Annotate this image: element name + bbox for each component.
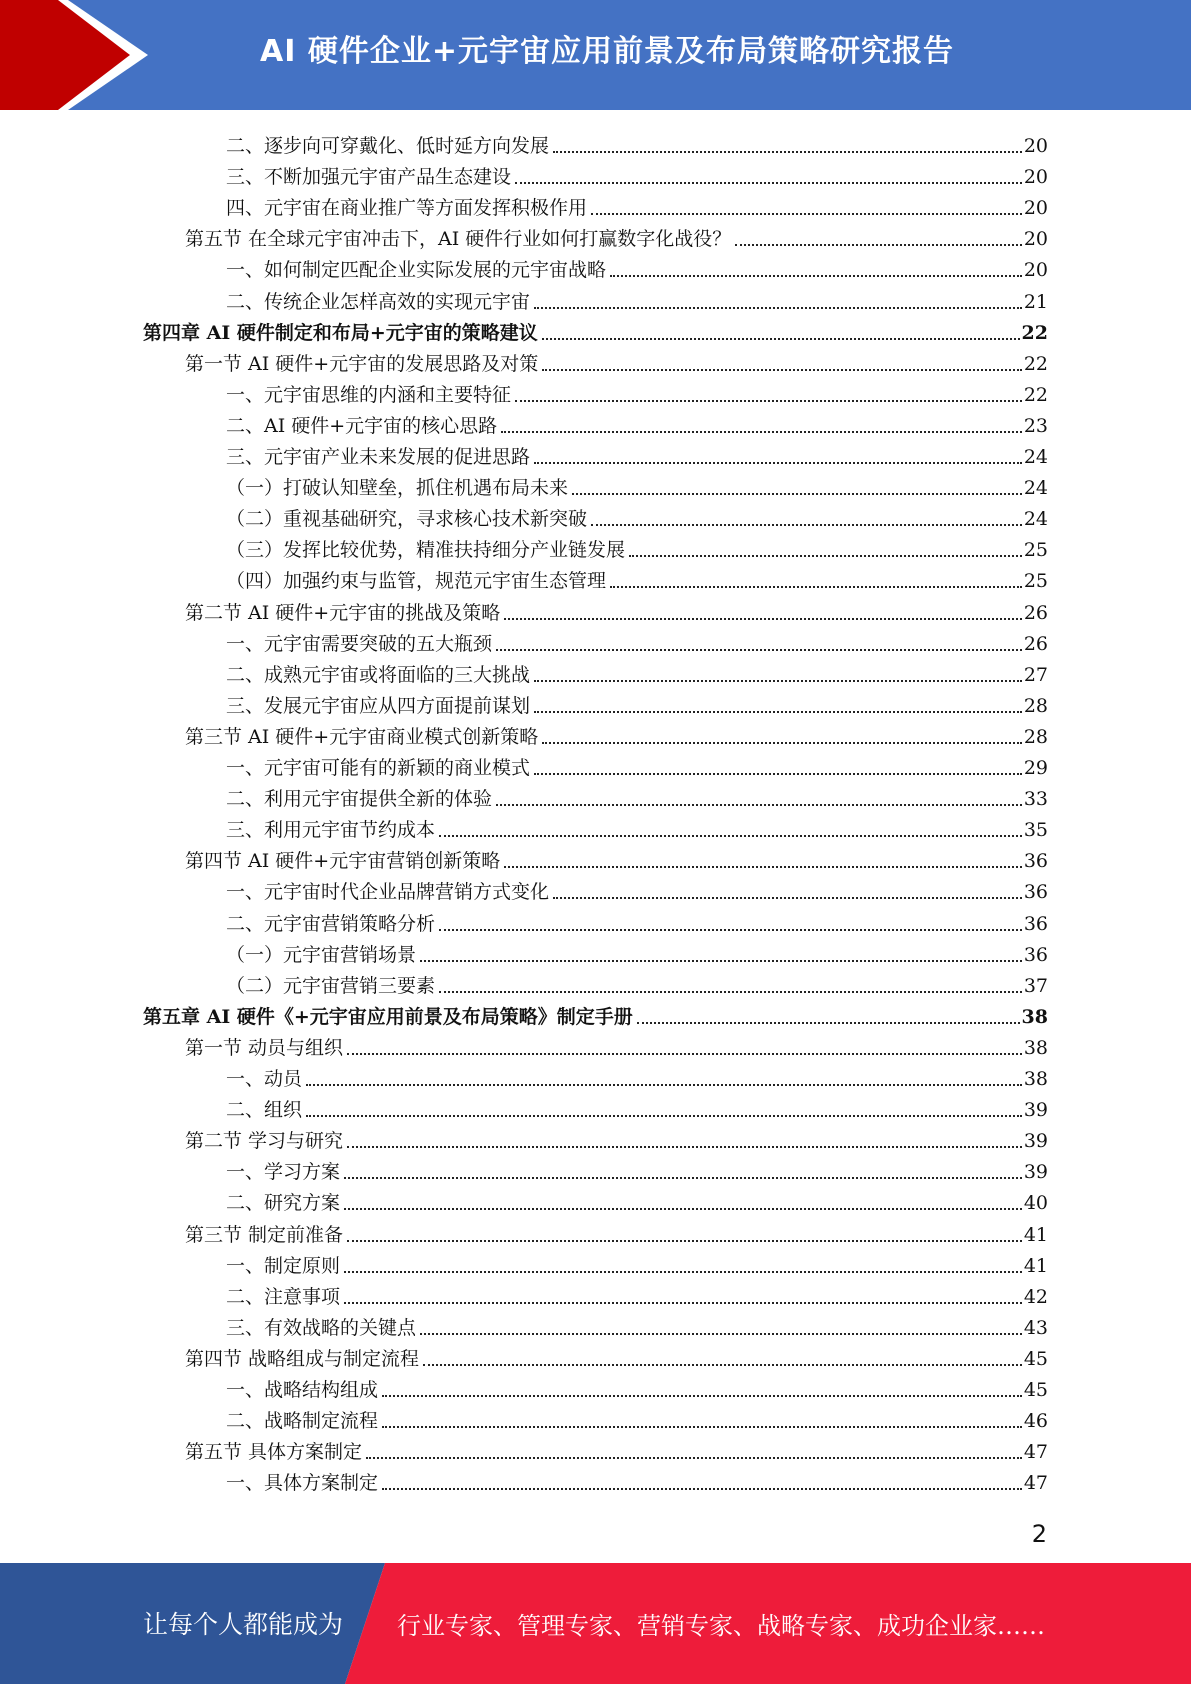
toc-entry-page: 25 xyxy=(1023,570,1048,593)
toc-entry[interactable] xyxy=(185,842,1048,873)
toc-entry-page: 20 xyxy=(1023,197,1048,220)
toc-entry-page: 20 xyxy=(1023,135,1048,157)
toc-entry-title: 一、元宇宙需要突破的五大瓶颈 xyxy=(226,632,493,655)
toc-entry[interactable] xyxy=(226,283,1048,314)
toc-leader-dots xyxy=(306,1115,1022,1117)
toc-entry[interactable] xyxy=(226,656,1048,687)
toc-leader-dots xyxy=(382,1488,1022,1490)
toc-entry-page: 25 xyxy=(1023,539,1048,562)
toc-entry-page: 27 xyxy=(1023,663,1048,686)
toc-entry-page: 35 xyxy=(1023,819,1048,842)
toc-entry-page: 41 xyxy=(1023,1254,1048,1277)
toc-entry-title: 四、元宇宙在商业推广等方面发挥积极作用 xyxy=(226,197,588,220)
toc-entry[interactable] xyxy=(226,1060,1048,1091)
toc-leader-dots xyxy=(423,1364,1022,1366)
toc-entry-page: 38 xyxy=(1021,1005,1048,1028)
toc-leader-dots xyxy=(504,618,1022,620)
toc-leader-dots xyxy=(637,1022,1020,1024)
toc-entry-title: 第三节 制定前准备 xyxy=(185,1223,344,1246)
toc-entry-title: （三）发挥比较优势，精准扶持细分产业链发展 xyxy=(226,539,626,562)
toc-entry-title: 第四章 AI 硬件制定和布局+元宇宙的策略建议 xyxy=(143,321,538,344)
toc-leader-dots xyxy=(534,307,1022,309)
toc-entry-title: 第二节 AI 硬件+元宇宙的挑战及策略 xyxy=(185,601,501,624)
toc-leader-dots xyxy=(382,1426,1022,1428)
toc-entry-page: 42 xyxy=(1023,1285,1048,1308)
toc-entry[interactable] xyxy=(226,1464,1048,1495)
toc-entry[interactable] xyxy=(226,500,1048,531)
toc-entry[interactable] xyxy=(226,749,1048,780)
toc-entry[interactable] xyxy=(226,127,1048,158)
toc-entry-title: 一、学习方案 xyxy=(226,1161,341,1184)
toc-leader-dots xyxy=(553,151,1022,153)
toc-entry-page: 26 xyxy=(1023,601,1048,624)
toc-leader-dots xyxy=(439,835,1022,837)
toc-entry-title: 第一节 AI 硬件+元宇宙的发展思路及对策 xyxy=(185,352,539,375)
toc-entry-page: 36 xyxy=(1023,881,1048,904)
toc-entry-title: 二、成熟元宇宙或将面临的三大挑战 xyxy=(226,663,531,686)
toc-entry[interactable] xyxy=(226,1402,1048,1433)
footer-slogan-right: 行业专家、管理专家、营销专家、战略专家、成功企业家…… xyxy=(397,1612,1045,1640)
toc-entry[interactable] xyxy=(226,562,1048,593)
toc-entry-title: 三、利用元宇宙节约成本 xyxy=(226,819,436,842)
toc-leader-dots xyxy=(553,897,1022,899)
toc-entry[interactable] xyxy=(143,314,1048,345)
toc-entry-title: 一、制定原则 xyxy=(226,1254,341,1277)
toc-entry[interactable] xyxy=(226,407,1048,438)
toc-entry[interactable] xyxy=(226,780,1048,811)
toc-leader-dots xyxy=(347,1146,1022,1148)
toc-leader-dots xyxy=(496,649,1022,651)
document-title: AI 硬件企业+元宇宙应用前景及布局策略研究报告 xyxy=(260,34,954,69)
toc-entry-page: 24 xyxy=(1023,446,1048,468)
toc-leader-dots xyxy=(496,804,1022,806)
toc-entry[interactable] xyxy=(185,1433,1048,1464)
toc-entry-page: 36 xyxy=(1023,912,1048,935)
toc-entry[interactable] xyxy=(226,158,1048,189)
toc-entry-title: （一）打破认知壁垒，抓住机遇布局未来 xyxy=(226,477,569,500)
toc-entry-title: 三、不断加强元宇宙产品生态建设 xyxy=(226,166,512,189)
toc-entry[interactable] xyxy=(185,1216,1048,1247)
toc-leader-dots xyxy=(610,275,1022,277)
toc-entry[interactable] xyxy=(226,1309,1048,1340)
toc-entry-title: 一、元宇宙可能有的新颖的商业模式 xyxy=(226,757,531,779)
toc-leader-dots xyxy=(347,1240,1022,1242)
toc-leader-dots xyxy=(344,1302,1022,1304)
toc-entry-title: 第四节 AI 硬件+元宇宙营销创新策略 xyxy=(185,850,501,873)
toc-entry[interactable] xyxy=(185,1029,1048,1060)
toc-leader-dots xyxy=(534,462,1022,464)
toc-entry[interactable] xyxy=(226,1247,1048,1278)
toc-leader-dots xyxy=(542,369,1022,371)
toc-entry-title: 第五章 AI 硬件《+元宇宙应用前景及布局策略》制定手册 xyxy=(143,1005,633,1028)
toc-entry[interactable] xyxy=(226,1091,1048,1122)
toc-leader-dots xyxy=(542,338,1020,340)
toc-entry[interactable] xyxy=(226,469,1048,500)
toc-leader-dots xyxy=(629,555,1022,557)
toc-leader-dots xyxy=(366,1457,1022,1459)
toc-entry-page: 39 xyxy=(1023,1130,1048,1153)
toc-entry[interactable] xyxy=(226,376,1048,407)
toc-leader-dots xyxy=(439,991,1022,993)
toc-entry[interactable] xyxy=(226,811,1048,842)
toc-entry-title: 一、具体方案制定 xyxy=(226,1472,379,1495)
page-header xyxy=(0,0,1191,110)
toc-entry-page: 45 xyxy=(1023,1347,1048,1370)
toc-entry[interactable] xyxy=(226,625,1048,656)
toc-entry-page: 40 xyxy=(1023,1192,1048,1215)
toc-entry-page: 39 xyxy=(1023,1099,1048,1122)
toc-entry-title: 第五节 具体方案制定 xyxy=(185,1441,363,1464)
toc-entry-title: 一、元宇宙思维的内涵和主要特征 xyxy=(226,383,512,406)
toc-leader-dots xyxy=(591,213,1022,215)
toc-entry-page: 47 xyxy=(1023,1472,1048,1495)
toc-entry-title: （一）元宇宙营销场景 xyxy=(226,943,417,966)
toc-leader-dots xyxy=(344,1271,1022,1273)
toc-entry-title: 二、组织 xyxy=(226,1099,303,1122)
toc-entry[interactable] xyxy=(143,998,1048,1029)
toc-leader-dots xyxy=(501,431,1022,433)
toc-entry-page: 23 xyxy=(1023,414,1048,437)
toc-entry-page: 39 xyxy=(1023,1161,1048,1184)
toc-entry-page: 28 xyxy=(1023,694,1048,717)
toc-leader-dots xyxy=(344,1177,1022,1179)
toc-entry-title: 二、AI 硬件+元宇宙的核心思路 xyxy=(226,414,498,437)
page-footer xyxy=(0,1563,1191,1684)
toc-entry-page: 24 xyxy=(1023,508,1048,531)
toc-entry-page: 33 xyxy=(1023,788,1048,811)
toc-entry-page: 36 xyxy=(1023,943,1048,966)
toc-leader-dots xyxy=(572,493,1022,495)
toc-leader-dots xyxy=(534,711,1022,713)
toc-entry-title: 一、元宇宙时代企业品牌营销方式变化 xyxy=(226,881,550,904)
toc-entry-page: 41 xyxy=(1023,1223,1048,1246)
toc-entry-title: （二）重视基础研究，寻求核心技术新突破 xyxy=(226,508,588,531)
toc-entry[interactable] xyxy=(226,1371,1048,1402)
toc-entry-title: 二、研究方案 xyxy=(226,1192,341,1215)
toc-entry[interactable] xyxy=(226,531,1048,562)
toc-entry-page: 21 xyxy=(1023,290,1048,313)
toc-entry-title: 三、元宇宙产业未来发展的促进思路 xyxy=(226,446,531,468)
toc-entry-title: （二）元宇宙营销三要素 xyxy=(226,974,436,997)
toc-entry-page: 37 xyxy=(1023,974,1048,997)
toc-entry[interactable] xyxy=(226,189,1048,220)
toc-leader-dots xyxy=(542,742,1022,744)
toc-entry-title: 二、注意事项 xyxy=(226,1285,341,1308)
toc-entry-title: 二、战略制定流程 xyxy=(226,1410,379,1433)
toc-entry[interactable] xyxy=(185,1340,1048,1371)
toc-entry[interactable] xyxy=(185,345,1048,376)
toc-leader-dots xyxy=(735,244,1022,246)
toc-entry-page: 22 xyxy=(1021,321,1048,344)
toc-leader-dots xyxy=(534,773,1022,775)
toc-entry-page: 20 xyxy=(1023,259,1048,282)
toc-entry[interactable] xyxy=(226,905,1048,936)
toc-leader-dots xyxy=(515,182,1022,184)
toc-entry-title: 第三节 AI 硬件+元宇宙商业模式创新策略 xyxy=(185,725,539,748)
toc-entry-title: 第五节 在全球元宇宙冲击下，AI 硬件行业如何打赢数字化战役？ xyxy=(185,228,732,251)
toc-entry-page: 22 xyxy=(1023,383,1048,406)
toc-entry-title: 二、利用元宇宙提供全新的体验 xyxy=(226,788,493,811)
footer-slogan-left: 让每个人都能成为 xyxy=(143,1610,344,1639)
toc-leader-dots xyxy=(347,1053,1022,1055)
toc-entry[interactable] xyxy=(185,594,1048,625)
toc-entry-title: 一、战略结构组成 xyxy=(226,1379,379,1401)
toc-entry-title: 第一节 动员与组织 xyxy=(185,1036,344,1059)
toc-leader-dots xyxy=(420,1333,1022,1335)
toc-entry[interactable] xyxy=(226,1278,1048,1309)
toc-entry[interactable] xyxy=(185,220,1048,251)
toc-entry-title: 第四节 战略组成与制定流程 xyxy=(185,1347,420,1370)
toc-entry-page: 47 xyxy=(1023,1441,1048,1464)
toc-entry-page: 24 xyxy=(1023,477,1048,500)
toc-entry[interactable] xyxy=(226,1153,1048,1184)
toc-leader-dots xyxy=(382,1395,1022,1397)
toc-leader-dots xyxy=(306,1084,1022,1086)
toc-entry-title: 二、传统企业怎样高效的实现元宇宙 xyxy=(226,290,531,313)
toc-leader-dots xyxy=(610,586,1022,588)
toc-entry-title: 二、元宇宙营销策略分析 xyxy=(226,912,436,935)
toc-entry-page: 43 xyxy=(1023,1316,1048,1339)
toc-entry[interactable] xyxy=(226,873,1048,904)
toc-entry-title: 一、动员 xyxy=(226,1068,303,1090)
toc-entry-page: 22 xyxy=(1023,352,1048,375)
page-number: 2 xyxy=(1031,1520,1047,1548)
toc-entry[interactable] xyxy=(226,687,1048,718)
toc-entry-page: 36 xyxy=(1023,850,1048,873)
toc-entry-page: 46 xyxy=(1023,1410,1048,1433)
toc-entry-title: 三、有效战略的关键点 xyxy=(226,1316,417,1339)
toc-entry[interactable] xyxy=(226,967,1048,998)
toc-entry[interactable] xyxy=(185,1122,1048,1153)
toc-entry-page: 38 xyxy=(1023,1036,1048,1059)
toc-leader-dots xyxy=(420,960,1022,962)
toc-entry[interactable] xyxy=(226,251,1048,282)
toc-leader-dots xyxy=(591,524,1022,526)
toc-entry-page: 29 xyxy=(1023,757,1048,779)
toc-leader-dots xyxy=(515,400,1022,402)
toc-leader-dots xyxy=(344,1208,1022,1210)
toc-leader-dots xyxy=(504,866,1022,868)
toc-entry-page: 26 xyxy=(1023,632,1048,655)
toc-entry-title: 二、逐步向可穿戴化、低时延方向发展 xyxy=(226,135,550,157)
toc-leader-dots xyxy=(439,929,1022,931)
toc-entry-page: 38 xyxy=(1023,1068,1048,1090)
toc-leader-dots xyxy=(534,680,1022,682)
toc-entry-page: 20 xyxy=(1023,166,1048,189)
toc-entry[interactable] xyxy=(226,936,1048,967)
toc-entry-page: 28 xyxy=(1023,725,1048,748)
toc-entry-page: 20 xyxy=(1023,228,1048,251)
toc-entry-page: 45 xyxy=(1023,1379,1048,1401)
toc-entry-title: 三、发展元宇宙应从四方面提前谋划 xyxy=(226,694,531,717)
toc-entry-title: 一、如何制定匹配企业实际发展的元宇宙战略 xyxy=(226,259,607,282)
toc-entry[interactable] xyxy=(226,438,1048,469)
toc-entry-title: （四）加强约束与监管，规范元宇宙生态管理 xyxy=(226,570,607,593)
toc-entry[interactable] xyxy=(226,1184,1048,1215)
toc-entry[interactable] xyxy=(185,718,1048,749)
toc-entry-title: 第二节 学习与研究 xyxy=(185,1130,344,1153)
